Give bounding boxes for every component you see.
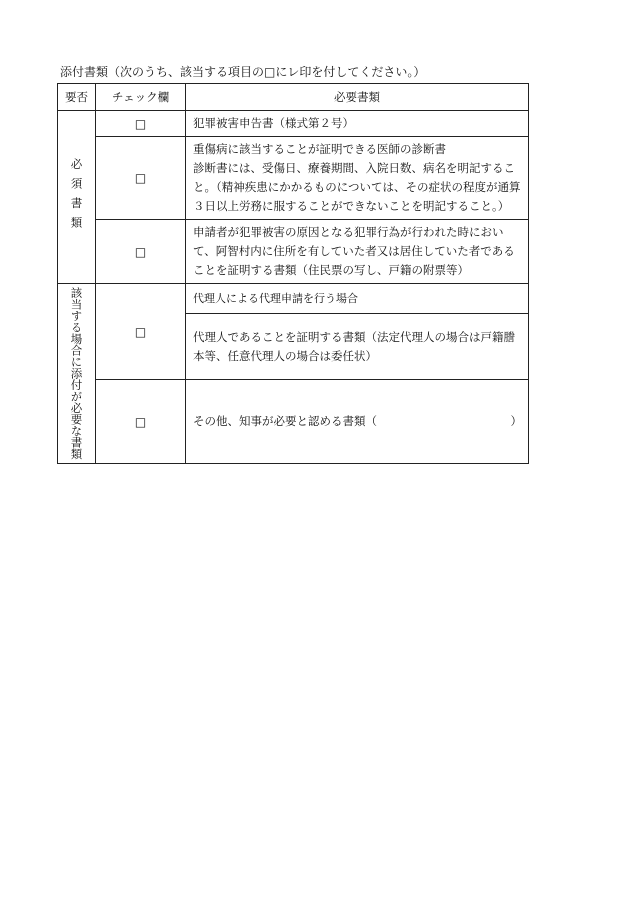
- doc-r2-note: 診断書には、受傷日、療養期間、入院日数、病名を明記すること。（精神疾患にかかるものについては、その症状の程度が通算３日以上労務に服することができないことを明記すること。）: [193, 161, 521, 213]
- doc-r4-body: 代理人であることを証明する書類（法定代理人の場合は戸籍謄本等、任意代理人の場合は委任状）: [186, 314, 529, 380]
- table-row: [58, 137, 529, 220]
- checkbox-r4[interactable]: □: [96, 284, 186, 380]
- doc-r1: 犯罪被害申告書（様式第２号）: [186, 111, 529, 137]
- header-check: チェック欄: [96, 84, 186, 111]
- doc-r5: [186, 380, 529, 464]
- attachments-table: [57, 83, 529, 464]
- group-optional-label: 該当する場合に添付が必要な書類: [69, 287, 84, 460]
- doc-r5-prefix: その他、知事が必要と認める書類（: [193, 414, 377, 428]
- table-row: [58, 220, 529, 284]
- doc-r2-title: 重傷病に該当することが証明できる医師の診断書: [193, 142, 446, 156]
- doc-r3: 申請者が犯罪被害の原因となる犯罪行為が行われた時において、阿智村内に住所を有していた者又は居住していた者であることを証明する書類（住民票の写し、戸籍の附票等）: [186, 220, 529, 284]
- table-row: [58, 284, 529, 314]
- table-header-row: [58, 84, 529, 111]
- header-docs: 必要書類: [186, 84, 529, 111]
- doc-r4-title: 代理人による代理申請を行う場合: [186, 284, 529, 314]
- header-required: 要否: [58, 84, 96, 111]
- group-optional-cell: [58, 284, 96, 464]
- group-required-cell: [58, 111, 96, 284]
- group-required-label: 必須書類: [69, 158, 84, 236]
- attachments-intro: 添付書類（次のうち、該当する項目の□にレ印を付してください。）: [60, 65, 426, 79]
- doc-r2: [186, 137, 529, 220]
- checkbox-r2[interactable]: □: [96, 137, 186, 220]
- table-row: [58, 111, 529, 137]
- table-row: [58, 380, 529, 464]
- checkbox-r1[interactable]: □: [96, 111, 186, 137]
- checkbox-r3[interactable]: □: [96, 220, 186, 284]
- checkbox-r5[interactable]: □: [96, 380, 186, 464]
- doc-r5-suffix: ）: [510, 414, 522, 428]
